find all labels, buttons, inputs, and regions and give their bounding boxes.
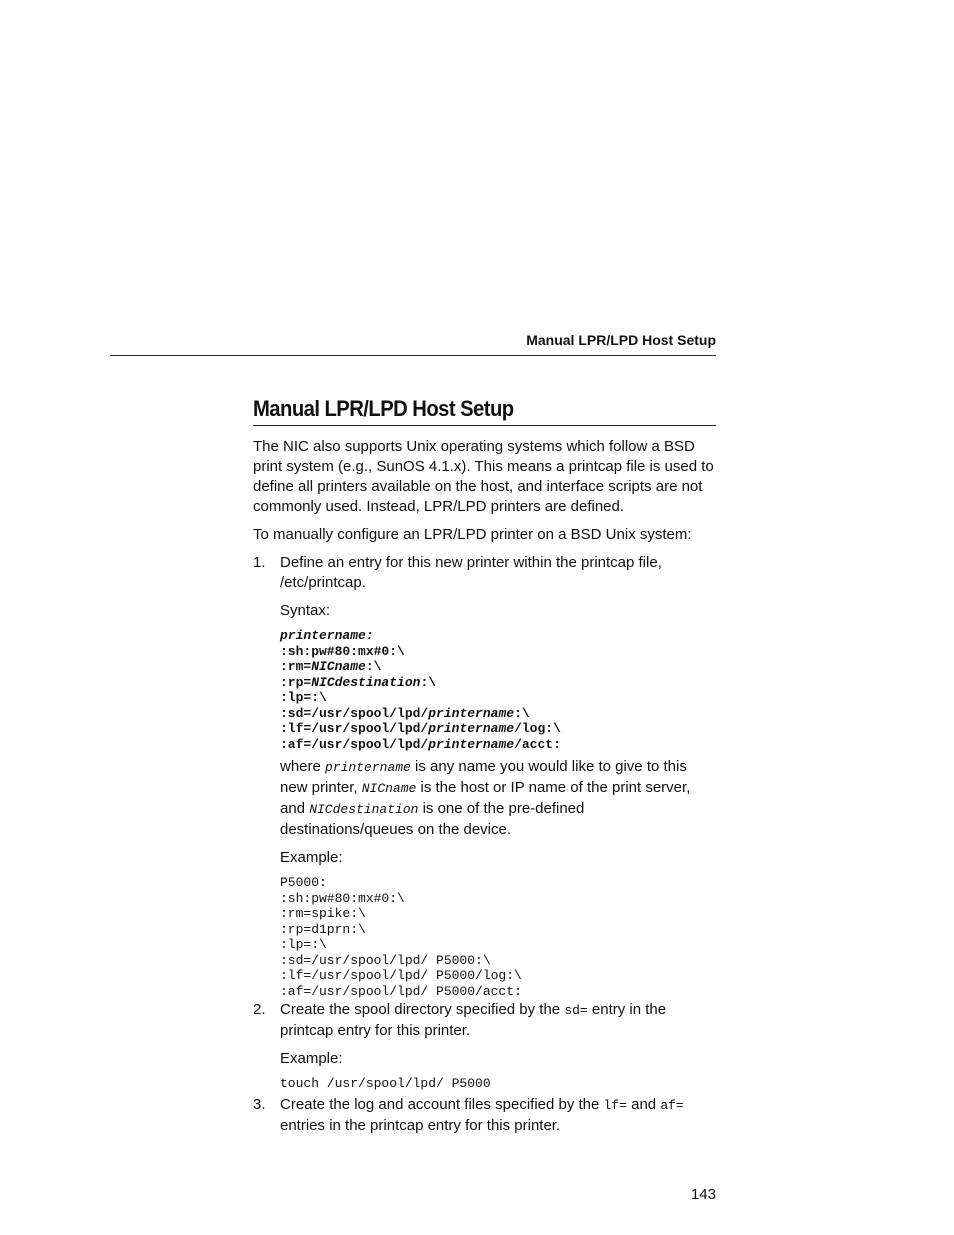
lead-paragraph: To manually configure an LPR/LPD printer on a BSD Unix system: (253, 526, 692, 543)
syntax-literal: /log:\ (514, 721, 561, 736)
example-code-block-2: touch /usr/spool/lpd/ P5000 (280, 1076, 491, 1091)
syntax-literal: :lp=:\ (280, 690, 327, 705)
syntax-line (280, 675, 716, 691)
step-1-text: Define an entry for this new printer within the printcap file, /etc/printcap. (280, 554, 662, 591)
syntax-literal: :sd=/usr/spool/lpd/ (280, 705, 429, 721)
step-2 (253, 1000, 716, 1092)
syntax-line (280, 659, 716, 675)
step-1-number: 1. (253, 554, 266, 571)
step-3-number: 3. (253, 1095, 266, 1113)
body-text (253, 437, 716, 1136)
step-3-text-c: entries in the printcap entry for this printer. (280, 1116, 561, 1134)
where-text-a: where (280, 758, 326, 775)
nicdestination-term: NICdestination (309, 802, 419, 817)
syntax-literal: :af=/usr/spool/lpd/ (280, 736, 429, 752)
syntax-literal: :sh:pw#80:mx#0:\ (280, 643, 405, 659)
syntax-placeholder: printername (428, 705, 515, 721)
syntax-literal: :\ (420, 674, 437, 690)
syntax-literal: :rm= (280, 659, 312, 674)
syntax-placeholder: NICname (311, 659, 366, 674)
where-text-c: is the host or IP name of the print server, and (280, 779, 691, 817)
step-3-text-b: and (626, 1095, 661, 1113)
step-2-number: 2. (253, 1001, 266, 1018)
syntax-line (280, 644, 716, 660)
header-rule (110, 355, 716, 356)
nicname-term: NICname (361, 781, 417, 796)
syntax-placeholder: NICdestination (311, 674, 421, 690)
where-text-b: is any name you would like to give to this new printer, (280, 758, 687, 796)
example-label-1: Example: (280, 849, 343, 866)
sd-code: sd= (564, 1003, 588, 1018)
syntax-placeholder: printername (428, 721, 515, 736)
section-title: Manual LPR/LPD Host Setup (253, 396, 514, 421)
syntax-line (280, 690, 716, 706)
step-2-text-b: entry in the printcap entry for this printer. (280, 1001, 667, 1039)
syntax-literal: :lf=/usr/spool/lpd/ (280, 721, 429, 736)
step-3 (253, 1095, 716, 1136)
where-text-d: is one of the pre-defined destinations/queues on the device. (280, 800, 585, 838)
syntax-line (280, 721, 716, 737)
syntax-line (280, 706, 716, 722)
syntax-label: Syntax: (280, 602, 331, 619)
step-3-text (280, 1095, 716, 1136)
example-code-block-1: P5000: :sh:pw#80:mx#0:\ :rm=spike:\ :rp=d1prn:\ :lp=:\ :sd=/usr/spool/lpd/ P5000:\ :lf=/usr/spool/lpd/ P5000/log:\ :af=/usr/spool/lpd/ P5000/acct: (280, 875, 522, 999)
printername-term: printername (325, 760, 411, 775)
af-code: af= (660, 1097, 684, 1113)
step-2-text (280, 1000, 716, 1041)
syntax-placeholder: printername (428, 736, 515, 752)
where-paragraph (280, 757, 716, 840)
step-2-text-a: Create the spool directory specified by the (280, 1001, 565, 1018)
syntax-literal: /acct: (514, 736, 561, 752)
running-head: Manual LPR/LPD Host Setup (526, 332, 716, 348)
lf-code: lf= (603, 1097, 627, 1113)
syntax-literal: :\ (365, 659, 382, 674)
syntax-placeholder: printername: (280, 628, 374, 643)
page-number: 143 (690, 1186, 716, 1203)
syntax-literal: :\ (514, 705, 530, 721)
intro-paragraph: The NIC also supports Unix operating systems which follow a BSD print system (e.g., SunOS 4.1.x). This means a printcap file is used to define all printers available on the host, and interface scripts are not commonly used. Instead, LPR/LPD printers are defined. (253, 438, 714, 515)
syntax-code-block (280, 628, 716, 752)
syntax-line (280, 628, 716, 644)
step-1 (253, 553, 716, 999)
example-label-2: Example: (280, 1050, 343, 1067)
syntax-literal: :rp= (280, 674, 312, 690)
syntax-line (280, 737, 716, 753)
title-rule (253, 425, 716, 426)
step-3-text-a: Create the log and account files specified by the (280, 1095, 604, 1113)
